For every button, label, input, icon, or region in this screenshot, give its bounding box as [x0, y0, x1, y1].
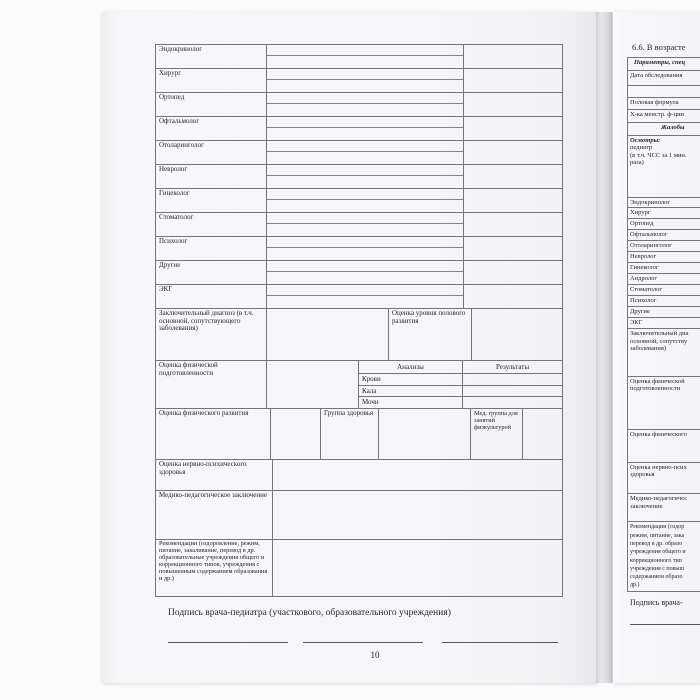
medical-exam-table	[155, 44, 563, 597]
analysis-result-cell	[463, 397, 562, 408]
medico-pedagogical-row	[628, 494, 700, 522]
recommendations-row	[156, 540, 562, 596]
consult-row-neurologist	[156, 165, 562, 189]
consult-entry-cell	[267, 45, 464, 68]
consult-label: Невролог	[156, 165, 267, 188]
consult-row-ophthalmologist: Офтальмолог	[628, 230, 700, 241]
consult-extra-cell	[464, 213, 562, 236]
final-diagnosis-line: заболевания)	[630, 345, 667, 353]
consult-extra-cell	[464, 69, 562, 92]
recommendations-line: учреждения общего и	[630, 549, 686, 556]
consult-row-dentist	[156, 213, 562, 237]
consult-row-psychologist: Психолог	[628, 296, 700, 307]
consult-extra-cell	[464, 237, 562, 260]
final-diagnosis-row	[628, 329, 700, 377]
physical-development-label: Оценка физического развития	[156, 409, 271, 459]
recommendations-row	[628, 522, 700, 591]
recommendations-entry-cell	[273, 540, 562, 596]
consult-label: ЭКГ	[156, 285, 267, 308]
signature-line	[630, 624, 700, 625]
left-page	[102, 12, 598, 683]
analysis-label: Кала	[359, 386, 463, 397]
results-header: Результаты	[495, 363, 530, 371]
neuro-psychic-line: Оценка нервно-псих	[630, 463, 687, 471]
consult-row-endocrinologist	[156, 45, 562, 69]
recommendations-line: др.)	[630, 582, 640, 589]
analysis-result-cell	[463, 386, 562, 397]
medico-pedagogical-label: Медико-педагогическое заключение	[156, 491, 273, 539]
consult-label: Отоларинголог	[156, 141, 267, 164]
recommendations-line: коррекционного тип	[630, 557, 682, 564]
consult-entry-cell	[267, 261, 464, 284]
med-group-entry-cell	[523, 409, 562, 459]
neuro-psychic-row	[156, 460, 562, 491]
consult-label: Другие	[156, 261, 267, 284]
params-header: Параметры, спец	[628, 58, 700, 71]
analysis-label: Мочи	[359, 397, 463, 408]
consult-label: Эндокринолог	[156, 45, 267, 68]
consult-entry-cell	[267, 141, 464, 164]
consult-extra-cell	[464, 165, 562, 188]
consult-row-ophthalmologist	[156, 117, 562, 141]
recommendations-line: Рекомендации (оздор	[630, 524, 685, 531]
medico-pedagogical-line: Медико-педагогичес	[630, 495, 688, 503]
med-group-label: Мед. группа для занятий физкультурой	[471, 409, 523, 459]
physical-fitness-line: подготовленности	[630, 385, 681, 393]
recommendations-line: перевод в др. образо	[630, 540, 683, 547]
signature-line	[168, 642, 288, 643]
empty-row	[628, 86, 700, 98]
health-group-entry-cell	[379, 409, 471, 459]
signature-line	[303, 642, 423, 643]
sexual-development-entry-cell	[472, 309, 562, 360]
consult-row-others	[156, 261, 562, 285]
complaints-row: Жалобы	[628, 123, 700, 136]
page-fold-gap	[596, 12, 614, 683]
consult-row-ecg: ЭКГ	[628, 318, 700, 329]
consult-entry-cell	[267, 189, 464, 212]
menstrual-function-row: Х-ка менстр. ф-ции	[628, 110, 700, 123]
consult-entry-cell	[267, 93, 464, 116]
neuro-psychic-row	[628, 463, 700, 495]
consult-entry-cell	[267, 69, 464, 92]
physical-fitness-entry-cell	[267, 361, 359, 408]
physical-development-entry-cell	[271, 409, 321, 459]
health-group-label: Группа здоровья	[321, 409, 379, 459]
final-diagnosis-line: Заключительный диа	[630, 330, 689, 338]
page-number: 10	[370, 650, 380, 660]
consult-extra-cell	[464, 117, 562, 140]
analysis-row-urine	[359, 397, 562, 408]
physical-fitness-row	[156, 361, 562, 409]
examinations-row	[628, 136, 700, 198]
final-diagnosis-row	[156, 309, 562, 361]
recommendations-line: учреждения с повыш	[630, 565, 685, 572]
pediatrician-signature-caption: Подпись врача-	[630, 598, 683, 607]
medico-pedagogical-line: заключение	[630, 502, 663, 510]
consult-row-otolaryngologist	[156, 141, 562, 165]
consult-row-ecg	[156, 285, 562, 309]
analysis-row-stool	[359, 386, 562, 398]
consult-row-orthopedist: Ортопед	[628, 219, 700, 230]
consult-entry-cell	[267, 117, 464, 140]
sexual-development-label: Оценка уровня полового развития	[389, 309, 472, 360]
consult-label: Ортопед	[156, 93, 267, 116]
final-diagnosis-line: основной, сопутству	[630, 337, 688, 345]
section-heading: 6.6. В возрасте	[632, 42, 686, 52]
final-diagnosis-label: Заключительный диагноз (в т.ч. основной, сопутствующего заболевания)	[156, 309, 267, 360]
analysis-label: Крови	[359, 374, 463, 385]
consult-label: Стоматолог	[156, 213, 267, 236]
neuro-psychic-line: здоровья	[630, 471, 655, 479]
consult-extra-cell	[464, 285, 562, 308]
physical-fitness-line: Оценка физической	[630, 377, 685, 385]
neuro-psychic-entry-cell	[273, 460, 562, 490]
analysis-row-blood	[359, 374, 562, 386]
right-page	[613, 12, 700, 683]
analyses-header-row	[359, 361, 562, 374]
physical-fitness-label: Оценка физической подготовленности	[156, 361, 267, 408]
consult-row-surgeon	[156, 69, 562, 93]
consult-row-endocrinologist: Эндокринолог	[628, 198, 700, 209]
neuro-psychic-label: Оценка нервно-психического здоровья	[156, 460, 273, 490]
physical-development-row	[156, 409, 562, 460]
consult-entry-cell	[267, 237, 464, 260]
exam-date-row: Дата обследования	[628, 71, 700, 86]
consult-row-otolaryngologist: Отоларинголог	[628, 241, 700, 252]
final-diagnosis-entry-cell	[267, 309, 389, 360]
consult-label: Офтальмолог	[156, 117, 267, 140]
examinations-line: (в т.ч. ЧСС за 1 мин.	[630, 151, 687, 159]
recommendations-line: содержанием образо	[630, 574, 683, 581]
consult-row-andrologist: Андролог	[628, 274, 700, 285]
consult-row-surgeon: Хирург	[628, 208, 700, 219]
consult-row-psychologist	[156, 237, 562, 261]
consult-row-neurologist: Невролог	[628, 252, 700, 263]
examinations-title: Осмотры:	[630, 136, 661, 144]
consult-label: Психолог	[156, 237, 267, 260]
physical-development-row: Оценка физического	[628, 430, 700, 463]
pediatrician-signature-caption: Подпись врача-педиатра (участкового, образовательного учреждения)	[168, 608, 451, 618]
examinations-line: раза)	[630, 159, 644, 167]
physical-fitness-row	[628, 377, 700, 430]
sex-formula-row: Половая формула	[628, 98, 700, 110]
consult-row-gynecologist	[156, 189, 562, 213]
medico-pedagogical-row	[156, 491, 562, 540]
consult-extra-cell	[464, 93, 562, 116]
consult-row-gynecologist: Гинеколог	[628, 263, 700, 274]
consult-extra-cell	[464, 45, 562, 68]
consult-label: Гинеколог	[156, 189, 267, 212]
consult-entry-cell	[267, 285, 464, 308]
recommendations-line: режим, питание, зака	[630, 532, 685, 539]
consult-extra-cell	[464, 261, 562, 284]
medico-pedagogical-entry-cell	[273, 491, 562, 539]
recommendations-label: Рекомендации (оздоровление, режим, питание, закаливание, перевод в др. образовательные учреждения общего и коррекционного типов, учреждения с повышенным содержанием образования и др.)	[156, 540, 273, 596]
consult-entry-cell	[267, 213, 464, 236]
examinations-line: педиатр	[630, 144, 652, 152]
signature-line	[442, 642, 558, 643]
consult-row-orthopedist	[156, 93, 562, 117]
analysis-result-cell	[463, 374, 562, 385]
consult-row-others: Другие	[628, 307, 700, 318]
consult-entry-cell	[267, 165, 464, 188]
consult-extra-cell	[464, 141, 562, 164]
consult-extra-cell	[464, 189, 562, 212]
consult-label: Хирург	[156, 69, 267, 92]
analyses-subtable	[359, 361, 562, 408]
consult-row-dentist: Стоматолог	[628, 285, 700, 296]
age-exam-table	[627, 57, 700, 592]
analyses-header: Анализы	[359, 361, 463, 373]
